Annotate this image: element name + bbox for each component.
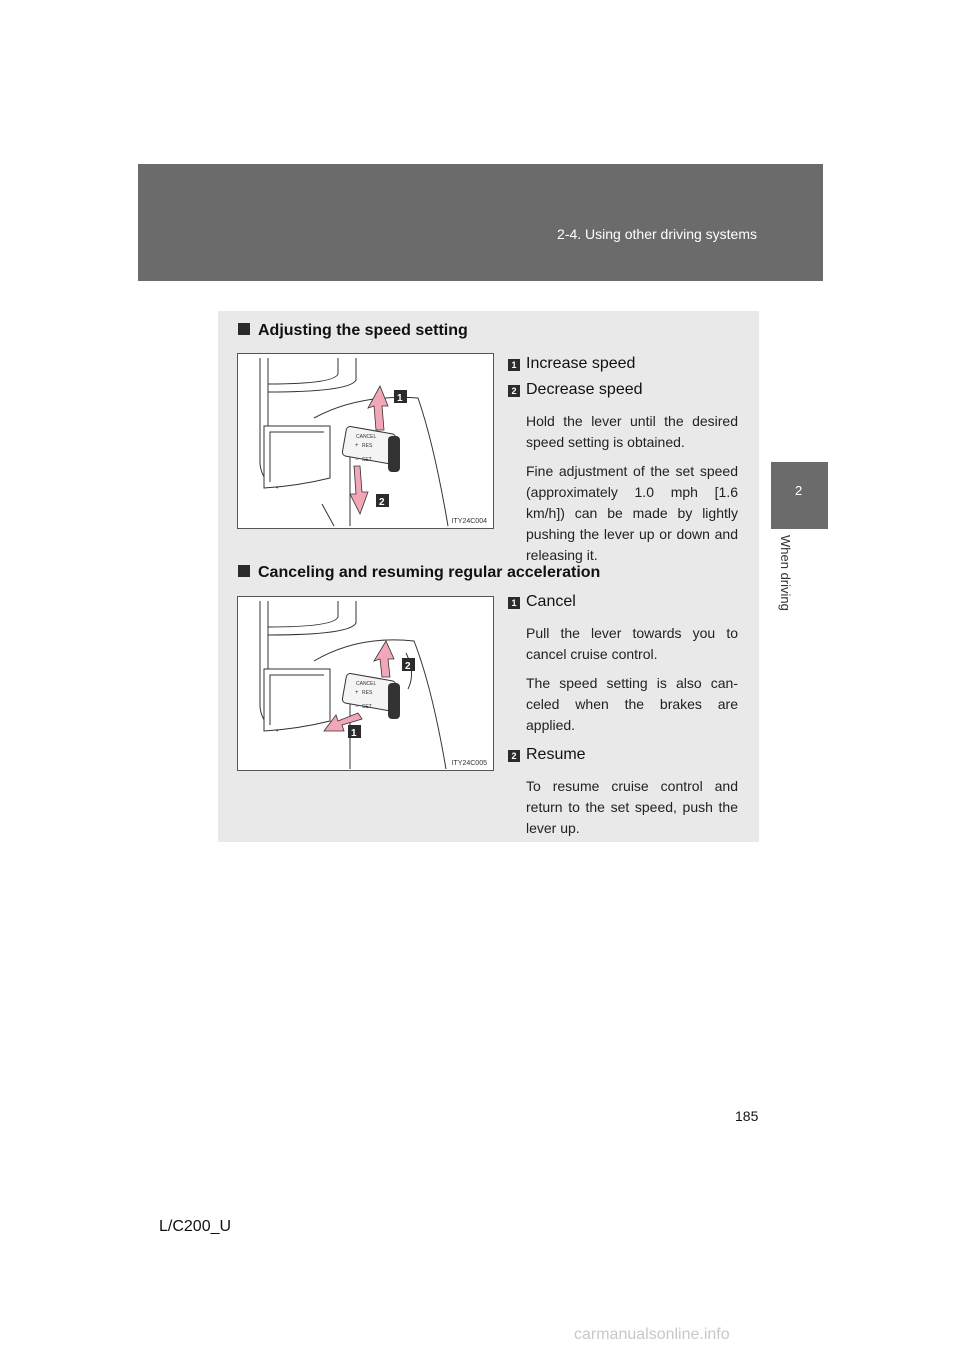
step-cancel [508, 593, 738, 611]
step-decrease-speed [508, 381, 738, 399]
lever-cancel-label: CANCEL [356, 681, 377, 687]
chapter-tab[interactable] [771, 462, 828, 529]
chapter-label: When driving [778, 535, 793, 611]
step-number-badge: 2 [508, 385, 520, 397]
lever-plus-label: + [355, 690, 359, 696]
page-number: 185 [735, 1108, 759, 1124]
figure-callout-2: 2 [379, 497, 385, 508]
lever-cancel-illustration [238, 597, 493, 770]
lever-set-label: SET [362, 704, 372, 710]
section-title: 2-4. Using other driving systems [557, 226, 757, 242]
lever-cancel-label: CANCEL [356, 434, 377, 440]
figure-callout-2: 2 [405, 661, 411, 672]
section-heading-text: Canceling and resuming regular acceleration [258, 564, 601, 581]
step-number-badge: 2 [508, 750, 520, 762]
model-code: L/C200_U [159, 1218, 232, 1235]
step-number-badge: 1 [508, 359, 520, 371]
content-box [218, 311, 759, 842]
step-title-text: Decrease speed [526, 381, 643, 398]
step-resume [508, 746, 738, 764]
section-heading [238, 564, 600, 582]
lever-plus-label: + [355, 443, 359, 449]
step-increase-speed [508, 355, 738, 373]
arrow-up-icon [374, 641, 394, 677]
paragraph: Pull the lever towards you to cancel cruise control. [526, 625, 738, 662]
paragraph: Hold the lever until the desired speed setting is obtained. [526, 413, 738, 450]
step-title-text: Cancel [526, 593, 576, 610]
paragraph: Fine adjustment of the set speed (approximately 1.0 mph [1.6 km/h]) can be made by lightly pushing the lever up or down and releasing it. [526, 463, 738, 563]
header-band [138, 164, 823, 281]
lever-res-label: RES [362, 443, 373, 449]
section-heading [238, 322, 468, 340]
chapter-number: 2 [795, 483, 803, 498]
watermark: carmanualsonline.info [574, 1326, 730, 1343]
steps-cancel [508, 593, 738, 847]
paragraph: To resume cruise control and return to the set speed, push the lever up. [526, 778, 738, 836]
paragraph: The speed setting is also can-celed when the brakes are applied. [526, 675, 738, 733]
arrow-down-icon [350, 466, 368, 514]
figure-callout-1: 1 [351, 728, 357, 739]
figure-id: ITY24C004 [451, 518, 487, 525]
lever-minus-label: − [355, 457, 359, 463]
figure-id: ITY24C005 [451, 760, 487, 767]
bullet-square-icon [238, 323, 250, 335]
lever-figure-cancel [237, 596, 494, 771]
lever-res-label: RES [362, 690, 373, 696]
step-title-text: Increase speed [526, 355, 636, 372]
section-heading-text: Adjusting the speed setting [258, 322, 468, 339]
steps-adjust [508, 355, 738, 574]
bullet-square-icon [238, 565, 250, 577]
figure-callout-1: 1 [397, 393, 403, 404]
lever-minus-label: − [355, 704, 359, 710]
lever-figure-adjust [237, 353, 494, 529]
arrow-up-icon [368, 386, 388, 430]
step-title-text: Resume [526, 746, 586, 763]
lever-adjust-illustration [238, 354, 493, 528]
step-number-badge: 1 [508, 597, 520, 609]
lever-set-label: SET [362, 457, 372, 463]
